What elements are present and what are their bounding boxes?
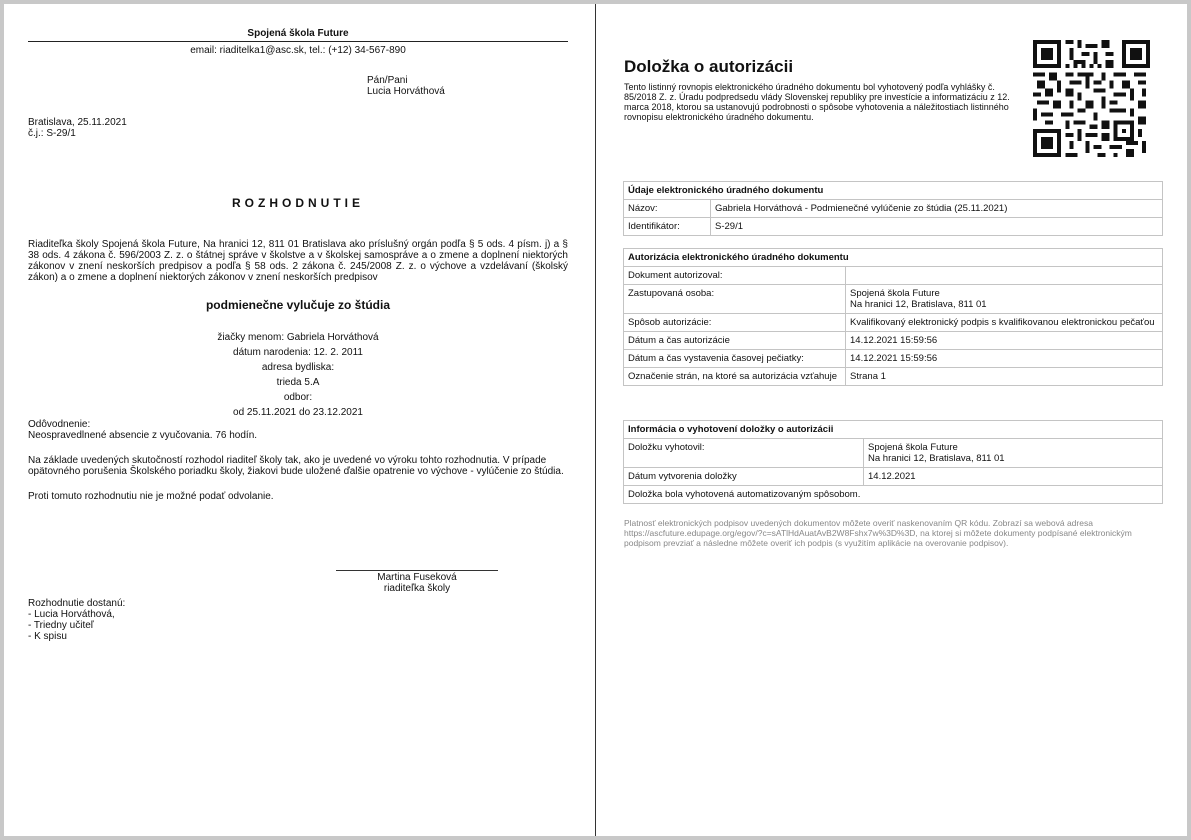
- row-value: [846, 267, 1163, 285]
- reasoning-label: Odôvodnenie:: [28, 419, 91, 430]
- reasoning-text: Neospravedlnené absencie z vyučovania. 76 hodín.: [28, 430, 258, 441]
- clause-title: Doložka o autorizácii: [624, 57, 794, 76]
- table-row: [624, 368, 1163, 386]
- recipient-item: - K spisu: [28, 631, 67, 642]
- document-info-table: [623, 181, 1163, 236]
- row-label: Zastupovaná osoba:: [624, 285, 846, 314]
- row-label: Dátum vytvorenia doložky: [624, 468, 864, 486]
- addressee-name: Lucia Horváthová: [367, 86, 445, 97]
- value-line: Na hranici 12, Bratislava, 811 01: [850, 299, 987, 310]
- table-row: [624, 468, 1163, 486]
- row-value: 14.12.2021 15:59:56: [846, 350, 1163, 368]
- value-line: Na hranici 12, Bratislava, 811 01: [868, 453, 1005, 464]
- signatory-role: riaditeľka školy: [383, 583, 451, 594]
- row-value: [864, 439, 1163, 468]
- consequence-paragraph: Na základe uvedených skutočností rozhodol riaditeľ školy tak, ako je uvedené vo výroku tohto rozhodnutia. V prípade opätovného porušenia Školského poriadku školy, žiakovi bude uložené ďalšie opatrenie vo výchove - vylúčenie zo štúdia.: [28, 455, 564, 477]
- table-row: [624, 285, 1163, 314]
- place-date: Bratislava, 25.11.2021: [28, 117, 127, 128]
- row-value: 14.12.2021 15:59:56: [846, 332, 1163, 350]
- header-rule: [28, 41, 568, 42]
- table-row: [624, 314, 1163, 332]
- authorization-table: [623, 248, 1163, 386]
- decision-title: ROZHODNUTIE: [232, 196, 364, 210]
- decision-verdict: podmienečne vylučuje zo štúdia: [205, 298, 391, 312]
- signatory-name: Martina Fuseková: [377, 572, 457, 583]
- footer-row: Doložka bola vyhotovená automatizovaným spôsobom.: [624, 486, 1163, 504]
- addressee-salutation: Pán/Pani: [367, 75, 408, 86]
- reference-number: č.j.: S-29/1: [28, 128, 76, 139]
- value-line: Spojená škola Future: [868, 442, 958, 453]
- student-address: adresa bydliska:: [261, 362, 335, 373]
- table-row: [624, 267, 1163, 285]
- table-row: [624, 218, 1163, 236]
- row-value: 14.12.2021: [864, 468, 1163, 486]
- row-value: S-29/1: [711, 218, 1163, 236]
- table-header: Informácia o vyhotovení doložky o autorizácii: [624, 421, 1163, 439]
- school-name: Spojená škola Future: [247, 28, 349, 39]
- table-row: [624, 332, 1163, 350]
- row-label: Identifikátor:: [624, 218, 711, 236]
- row-label: Označenie strán, na ktoré sa autorizácia vzťahuje: [624, 368, 846, 386]
- signature-line: [336, 570, 498, 571]
- exclusion-period: od 25.11.2021 do 23.12.2021: [233, 407, 363, 418]
- addressee: [367, 75, 445, 97]
- student-field: odbor:: [283, 392, 313, 403]
- row-value: Strana 1: [846, 368, 1163, 386]
- signature-block: [336, 572, 498, 594]
- table-row: [624, 200, 1163, 218]
- student-birthdate: dátum narodenia: 12. 2. 2011: [233, 347, 363, 358]
- recipients: [28, 598, 125, 642]
- table-header: Autorizácia elektronického úradného dokumentu: [624, 249, 1163, 267]
- table-row: [624, 350, 1163, 368]
- place-and-date: [28, 117, 127, 139]
- recipient-item: - Triedny učiteľ: [28, 620, 94, 631]
- table-row: [624, 486, 1163, 504]
- table-header: Údaje elektronického úradného dokumentu: [624, 182, 1163, 200]
- student-class: trieda 5.A: [276, 377, 320, 388]
- row-label: Dátum a čas vystavenia časovej pečiatky:: [624, 350, 846, 368]
- row-label: Názov:: [624, 200, 711, 218]
- recipients-label: Rozhodnutie dostanú:: [28, 598, 126, 609]
- row-label: Dátum a čas autorizácie: [624, 332, 846, 350]
- recipient-item: - Lucia Horváthová,: [28, 609, 115, 620]
- row-value: [846, 285, 1163, 314]
- student-details: [28, 330, 568, 420]
- row-label: Dokument autorizoval:: [624, 267, 846, 285]
- school-contact: email: riaditelka1@asc.sk, tel.: (+12) 34-567-890: [190, 45, 406, 56]
- page-divider: [595, 4, 596, 836]
- row-value: Kvalifikovaný elektronický podpis s kvalifikovanou elektronickou pečaťou: [846, 314, 1163, 332]
- row-value: Gabriela Horváthová - Podmienečné vylúčenie zo štúdia (25.11.2021): [711, 200, 1163, 218]
- decision-intro: Riaditeľka školy Spojená škola Future, Na hranici 12, 811 01 Bratislava ako príslušný orgán podľa § 5 ods. 4 písm. j) a § 38 ods. 4 zákona č. 596/2003 Z. z. o štátnej správe v školstve a v školskej samospráve a o zmene a doplnení niektorých zákonov v znení neskorších predpisov a podľa § 58 ods. 2 zákona č. 245/2008 Z. z. o výchove a vzdelávaní (školský zákon) a o zmene a doplnení niektorých zákonov v znení neskorších predpisov: [28, 239, 568, 283]
- row-label: Spôsob autorizácie:: [624, 314, 846, 332]
- row-label: Doložku vyhotovil:: [624, 439, 864, 468]
- student-name: žiačky menom: Gabriela Horváthová: [217, 332, 379, 343]
- appeal-paragraph: Proti tomuto rozhodnutiu nie je možné podať odvolanie.: [28, 491, 274, 502]
- clause-info-table: [623, 420, 1163, 504]
- value-line: Spojená škola Future: [850, 288, 940, 299]
- verification-note: Platnosť elektronických podpisov uvedených dokumentov môžete overiť naskenovaním QR kódu. Zobrazí sa webová adresa https://ascfuture.edupage.org/egov/?c=sATlHdAuatAvB2W8Fshx7w%3D%3D, na ktorej si môžete dokumenty podpísané elektronickým podpisom prevziať a následne môžete overiť ich podpis (s využitím aplikácie na overovanie podpisov).: [624, 518, 1132, 548]
- clause-description: Tento listinný rovnopis elektronického úradného dokumentu bol vyhotovený podľa vyhlášky č. 85/2018 Z. z. Úradu podpredsedu vlády Slovenskej republiky pre investície a informatizáciu z 12. marca 2018, ktorou sa ustanovujú podrobnosti o spôsobe vyhotovenia a náležitostiach listinného rovnopisu elektronického úradného dokumentu.: [624, 82, 1010, 122]
- qr-code-icon: [1033, 40, 1150, 157]
- table-row: [624, 439, 1163, 468]
- reasoning: [28, 419, 568, 441]
